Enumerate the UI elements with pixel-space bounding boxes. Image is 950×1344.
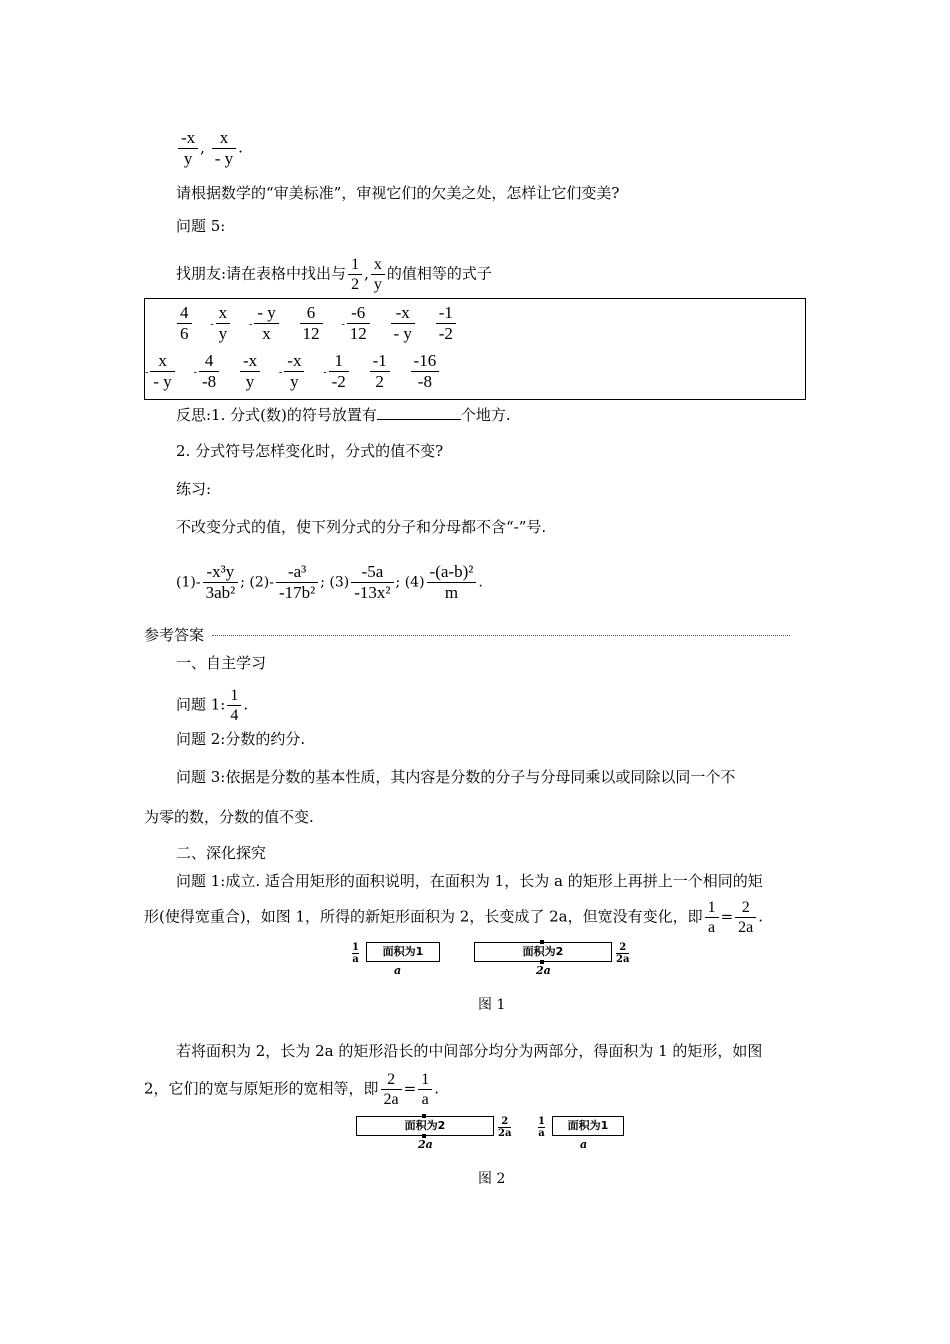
answer-q2: 问题 2:分数的约分. xyxy=(176,730,306,748)
table-cell: $\frac{- y}{x}$ xyxy=(254,303,278,344)
table-cell: $\frac{4}{6}$ xyxy=(177,303,192,344)
table-cell: $\frac{1}{-2}$ xyxy=(329,351,349,392)
table-cell: $\frac{-6}{12}$ xyxy=(347,303,370,344)
fraction: $\frac{-5a}{\text{-13x²}}$ xyxy=(351,562,393,603)
fraction: $\frac{\text{-(a-b)²}}{m}$ xyxy=(427,562,477,603)
top-fractions: $\frac{-x}{y}$ , $\frac{x}{- y}$ . xyxy=(176,128,243,169)
rectangle-area-1: 面积为1 xyxy=(552,1116,624,1136)
fraction: $\frac{1}{4}$ xyxy=(227,686,241,725)
width-fraction: $\frac{1}{a}$ xyxy=(352,942,359,965)
reflection-2: 2. 分式符号怎样变化时，分式的值不变? xyxy=(176,442,444,460)
reflection-1: 反思:1. 分式(数)的符号放置有 个地方. xyxy=(176,406,511,424)
table-row: $\frac{4}{6}$ - $\frac{x}{y}$ - $\frac{- y}{x}$ $\frac{6}{12}$ - $\frac{-6}{12}$ $\frac{-x}{- y}$ $\frac{-1}{-2}$ xyxy=(175,303,470,344)
rectangle-area-1: 面积为1 xyxy=(366,942,440,962)
table-cell: $\frac{-16}{-8}$ xyxy=(411,351,440,392)
section-2-title: 二、深化探究 xyxy=(176,844,267,862)
paragraph-2-line1: 若将面积为 2，长为 2a 的矩形沿长的中间部分均分为两部分，得面积为 1 的矩形，如图 xyxy=(176,1042,763,1060)
practice-text: 不改变分式的值，使下列分式的分子和分母都不含“-”号. xyxy=(176,518,547,536)
question-5-title: 问题 5: xyxy=(176,217,226,235)
rectangle-area-2: 面积为2 xyxy=(474,942,612,962)
fraction: $\frac{2}{2a}$ xyxy=(381,1070,402,1109)
length-label: a xyxy=(394,964,402,977)
length-label: 2a xyxy=(418,1138,433,1151)
answer-q3-line2: 为零的数，分数的值不变. xyxy=(144,808,314,826)
table-cell: $\frac{-x}{y}$ xyxy=(284,351,304,392)
fraction: $\frac{1}{a}$ xyxy=(418,1070,432,1109)
width-fraction: $\frac{2}{2a}$ xyxy=(616,942,630,965)
fraction: $\frac{x}{- y}$ xyxy=(212,128,236,169)
fraction: $\frac{2}{2a}$ xyxy=(735,898,756,937)
table-cell: $\frac{x}{y}$ xyxy=(216,303,231,344)
dotted-divider xyxy=(212,635,790,636)
answer-q3-line1: 问题 3:依据是分数的基本性质，其内容是分数的分子与分母同乘以或同除以同一个不 xyxy=(176,768,736,786)
section-1-title: 一、自主学习 xyxy=(176,654,267,672)
figure-1 xyxy=(350,938,640,982)
fraction: $\frac{\text{-a³}}{\text{-17b²}}$ xyxy=(276,562,318,603)
table-cell: $\frac{4}{-8}$ xyxy=(199,351,219,392)
table-cell: $\frac{-x}{y}$ xyxy=(240,351,260,392)
length-label: 2a xyxy=(536,964,551,977)
figure-2 xyxy=(354,1114,634,1154)
deep-q1-line2: 形(使得宽重合)，如图 1，所得的新矩形面积为 2，长变成了 2a，但宽没有变化，即 $\frac{1}{a}$ = $\frac{2}{2a}$ . xyxy=(144,899,764,936)
table-cell: $\frac{-x}{- y}$ xyxy=(391,303,415,344)
table-cell: $\frac{-1}{-2}$ xyxy=(436,303,456,344)
table-cell: $\frac{6}{12}$ xyxy=(300,303,323,344)
midpoint-dot xyxy=(422,1114,426,1118)
question-5-text: 找朋友:请在表格中找出与 $\frac{1}{2}$ , $\frac{x}{y}$ 的值相等的式子 xyxy=(176,256,492,293)
fraction: $\frac{-x}{y}$ xyxy=(178,128,198,169)
answer-q1: 问题 1: $\frac{1}{4}$ . xyxy=(176,687,249,724)
fraction-table xyxy=(144,298,806,400)
table-cell: $\frac{x}{- y}$ xyxy=(150,351,174,392)
deep-q1-line1: 问题 1:成立. 适合用矩形的面积说明，在面积为 1，长为 a 的矩形上再拼上一个相同的矩 xyxy=(176,872,763,890)
answers-title: 参考答案 xyxy=(144,626,205,644)
answer-blank[interactable] xyxy=(377,405,461,420)
figure-1-caption: 图 1 xyxy=(478,997,506,1013)
table-cell: $\frac{-1}{2}$ xyxy=(370,351,390,392)
aesthetic-question: 请根据数学的“审美标准”，审视它们的欠美之处，怎样让它们变美? xyxy=(176,184,620,202)
fraction: $\frac{x}{y}$ xyxy=(371,255,385,294)
table-row: - $\frac{x}{- y}$ - $\frac{4}{-8}$ $\frac{-x}{y}$ - $\frac{-x}{y}$ - $\frac{1}{-2}$ $\frac{-1}{2}$ $\frac{-16}{-8}$ xyxy=(145,351,453,392)
practice-title: 练习: xyxy=(176,480,212,498)
length-label: a xyxy=(580,1138,588,1151)
fraction: $\frac{\text{-x³y}}{\text{3ab²}}$ xyxy=(203,562,239,603)
paragraph-2-line2: 2，它们的宽与原矩形的宽相等，即 $\frac{2}{2a}$ = $\frac{1}{a}$ . xyxy=(144,1071,440,1108)
rectangle-area-2: 面积为2 xyxy=(356,1116,494,1136)
exercises: (1)- $\frac{\text{-x³y}}{\text{3ab²}}$ ; (2)- $\frac{\text{-a³}}{\text{-17b²}}$ ; (3) $\frac{-5a}{\text{-13x²}}$ ; (4) $\frac{\text{-(a-b)²}}{m}$ . xyxy=(176,562,483,602)
width-fraction: $\frac{1}{a}$ xyxy=(538,1116,545,1139)
fraction: $\frac{1}{a}$ xyxy=(705,898,719,937)
width-fraction: $\frac{2}{2a}$ xyxy=(498,1116,512,1139)
midpoint-dot xyxy=(540,940,544,944)
figure-2-caption: 图 2 xyxy=(478,1171,506,1187)
fraction: $\frac{1}{2}$ xyxy=(348,255,362,294)
